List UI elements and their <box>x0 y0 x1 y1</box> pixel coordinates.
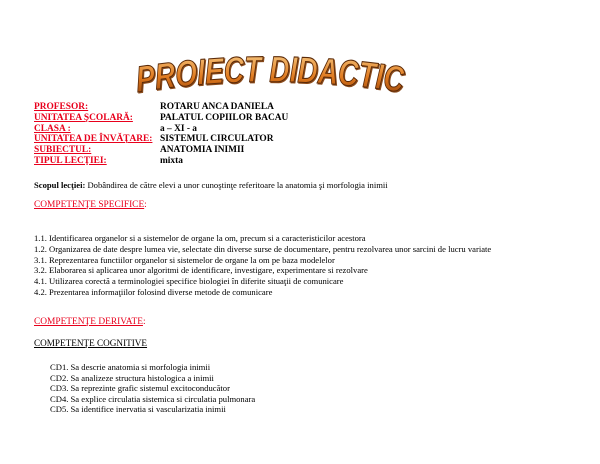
heading-colon: : <box>142 317 146 327</box>
list-item: 1.2. Organizarea de date despre lumea vie, selectate din diverse surse de documentare, pentru rezolvarea unor sarcini de lucru variate <box>34 243 492 254</box>
list-item: CD1. Sa descrie anatomia si morfologia inimii <box>50 362 211 372</box>
header-value: ANATOMIA INIMII <box>160 145 245 156</box>
cognitive-competences-heading: COMPETENŢE COGNITIVE <box>34 338 148 348</box>
header-label: UNITATEA ŞCOLARĂ: <box>34 112 133 123</box>
header-label: TIPUL LECŢIEI: <box>34 155 107 166</box>
list-item: 1.1. Identificarea organelor si a sistemelor de organe la om, precum si a caracteristicilor acestora <box>34 233 366 243</box>
header-row-profesor <box>34 102 454 113</box>
header-row-clasa <box>34 124 454 135</box>
header-label: UNITATEA DE ÎNVĂŢARE: <box>34 134 153 145</box>
header-value: SISTEMUL CIRCULATOR <box>160 134 274 145</box>
header-info <box>34 102 454 167</box>
list-item: CD3. Sa reprezinte grafic sistemul excitoconducător <box>50 383 230 393</box>
cognitive-competences-list <box>50 362 255 415</box>
list-item: CD4. Sa explice circulatia sistemica si circulatia pulmonara <box>50 393 256 404</box>
derived-competences-heading <box>34 317 146 327</box>
header-label: PROFESOR: <box>34 102 89 112</box>
header-label: CLASA : <box>34 123 71 134</box>
list-item: 4.2. Prezentarea informaţiilor folosind diverse metode de comunicare <box>34 286 273 297</box>
list-item: CD2. Sa analizeze structura histologica a inimii <box>50 372 214 383</box>
document-title <box>134 49 406 100</box>
header-value: mixta <box>160 155 183 166</box>
header-row-tipul-lectiei <box>34 156 454 167</box>
specific-competences-title: COMPETENŢE SPECIFICE <box>34 200 145 210</box>
document-title-text: PROIECT DIDACTIC <box>134 49 406 100</box>
header-value: ROTARU ANCA DANIELA <box>160 102 274 112</box>
specific-competences-list <box>34 233 491 298</box>
list-item: 3.2. Elaborarea si aplicarea unor algoritmi de identificare, investigare, experimentare si rezolvare <box>34 265 368 276</box>
list-item: 4.1. Utilizarea corectă a terminologiei specifice biologiei în diferite situaţii de comunicare <box>34 276 344 287</box>
heading-colon: : <box>144 200 147 210</box>
lesson-goal-text: Dobândirea de către elevi a unor cunoştinţe referitoare la anatomia şi morfologia inimii <box>85 180 388 190</box>
header-label: SUBIECTUL: <box>34 145 92 156</box>
header-value: PALATUL COPIILOR BACAU <box>160 112 289 123</box>
header-row-unitatea-invatare <box>34 134 454 145</box>
header-row-unitatea-scolara <box>34 113 454 124</box>
lesson-goal <box>34 180 388 190</box>
derived-competences-title: COMPETENŢE DERIVATE <box>34 317 143 327</box>
header-value: a – XI - a <box>160 123 197 134</box>
specific-competences-heading <box>34 200 147 210</box>
title-wordart <box>118 44 422 104</box>
list-item: 3.1. Reprezentarea functiilor organelor si sistemelor de organe la om pe baza modelelor <box>34 254 335 265</box>
lesson-goal-label: Scopul lecţiei: <box>34 180 86 190</box>
list-item: CD5. Sa identifice inervatia si vascularizatia inimii <box>50 404 226 414</box>
header-row-subiectul <box>34 145 454 156</box>
